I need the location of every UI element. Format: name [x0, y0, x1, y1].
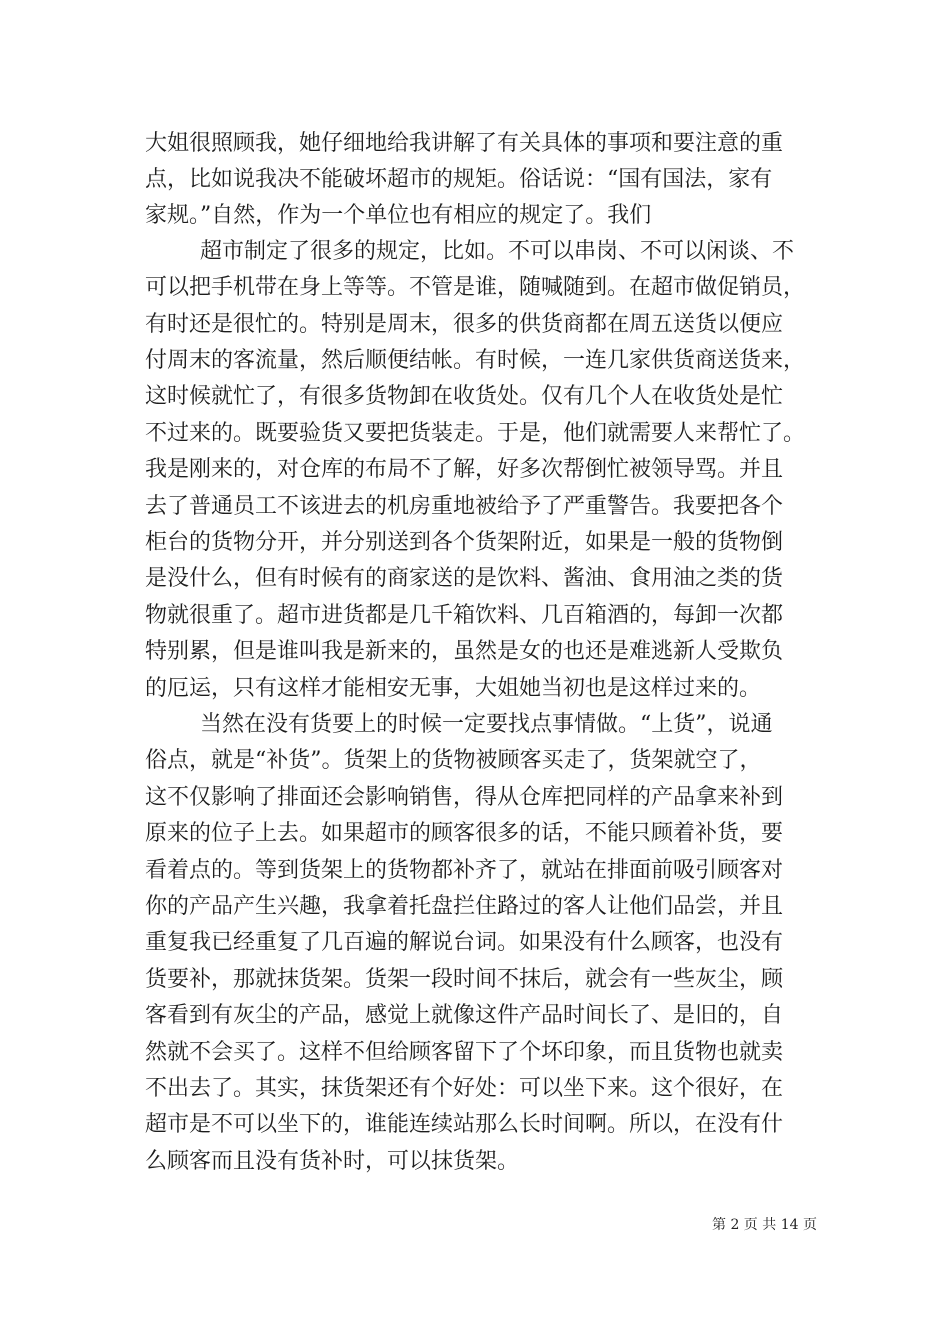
text-line: 家规。”自然，作为一个单位也有相应的规定了。我们 — [145, 203, 652, 228]
text-line: 点，比如说我决不能破坏超市的规矩。俗话说：“国有国法，家有 — [145, 167, 773, 192]
text-line: 客看到有灰尘的产品，感觉上就像这件产品时间长了、是旧的，自 — [145, 1003, 784, 1028]
text-line: 有时还是很忙的。特别是周末，很多的供货商都在周五送货以便应 — [145, 312, 784, 337]
text-line: 大姐很照顾我，她仔细地给我讲解了有关具体的事项和要注意的重 — [145, 131, 784, 156]
text-line: 俗点，就是“补货”。货架上的货物被顾客买走了，货架就空了， — [145, 748, 762, 773]
text-line: 的厄运，只有这样才能相安无事，大姐她当初也是这样过来的。 — [145, 676, 762, 701]
text-line: 原来的位子上去。如果超市的顾客很多的话，不能只顾着补货，要 — [145, 821, 784, 846]
text-line: 不出去了。其实，抹货架还有个好处：可以坐下来。这个很好，在 — [145, 1076, 784, 1101]
text-line: 可以把手机带在身上等等。不管是谁，随喊随到。在超市做促销员， — [145, 275, 806, 300]
page-number: 第 2 页 共 14 页 — [712, 1217, 817, 1233]
text-line: 超市是不可以坐下的，谁能连续站那么长时间啊。所以，在没有什 — [145, 1112, 784, 1137]
text-line: 货要补，那就抹货架。货架一段时间不抹后，就会有一些灰尘，顾 — [145, 967, 784, 992]
paragraph-first-line: 超市制定了很多的规定，比如。不可以串岗、不可以闲谈、不 — [200, 239, 795, 264]
text-line: 柜台的货物分开，并分别送到各个货架附近，如果是一般的货物倒 — [145, 530, 784, 555]
text-line: 我是刚来的，对仓库的布局不了解，好多次帮倒忙被领导骂。并且 — [145, 457, 784, 482]
text-line: 特别累，但是谁叫我是新来的，虽然是女的也还是难逃新人受欺负 — [145, 639, 784, 664]
paragraph-first-line: 当然在没有货要上的时候一定要找点事情做。“上货”，说通 — [200, 712, 773, 737]
text-line: 不过来的。既要验货又要把货装走。于是，他们就需要人来帮忙了。 — [145, 421, 806, 446]
text-line: 这不仅影响了排面还会影响销售，得从仓库把同样的产品拿来补到 — [145, 785, 784, 810]
text-line: 然就不会买了。这样不但给顾客留下了个坏印象，而且货物也就卖 — [145, 1040, 784, 1065]
text-line: 你的产品产生兴趣，我拿着托盘拦住路过的客人让他们品尝，并且 — [145, 894, 784, 919]
text-line: 付周末的客流量，然后顺便结帐。有时候，一连几家供货商送货来， — [145, 348, 806, 373]
text-line: 重复我已经重复了几百遍的解说台词。如果没有什么顾客，也没有 — [145, 930, 784, 955]
text-line: 是没什么，但有时候有的商家送的是饮料、酱油、食用油之类的货 — [145, 566, 784, 591]
text-line: 么顾客而且没有货补时，可以抹货架。 — [145, 1149, 520, 1174]
text-line: 物就很重了。超市进货都是几千箱饮料、几百箱酒的，每卸一次都 — [145, 603, 784, 628]
text-line: 这时候就忙了，有很多货物卸在收货处。仅有几个人在收货处是忙 — [145, 384, 784, 409]
text-line: 去了普通员工不该进去的机房重地被给予了严重警告。我要把各个 — [145, 494, 784, 519]
text-line: 看着点的。等到货架上的货物都补齐了，就站在排面前吸引顾客对 — [145, 858, 784, 883]
